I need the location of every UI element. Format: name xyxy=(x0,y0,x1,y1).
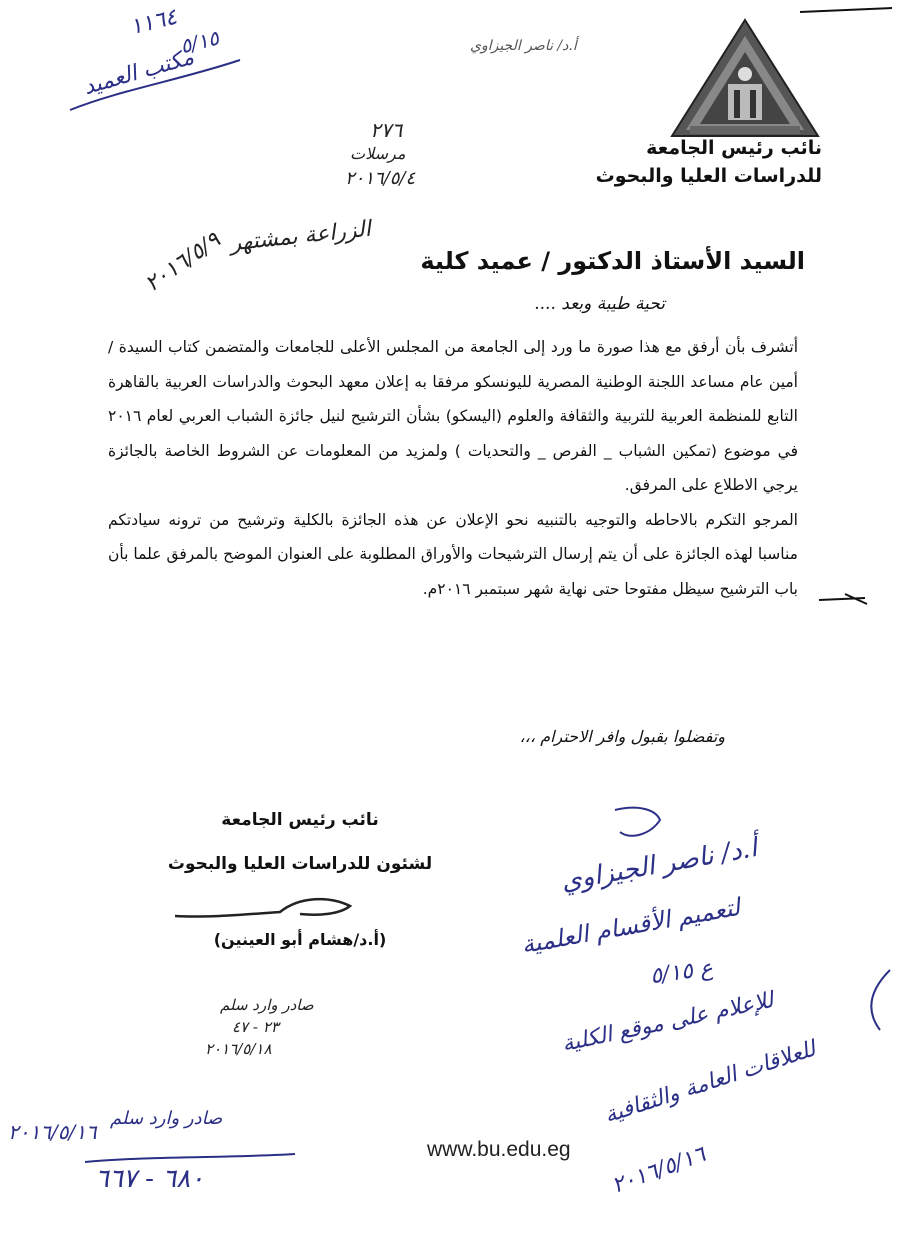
handwritten-registry-label: مرسلات xyxy=(350,144,406,163)
signature-title-line2: لشئون للدراسات العليا والبحوث xyxy=(167,854,433,874)
top-right-dash xyxy=(796,2,896,20)
letterhead-title-line1: نائب رئيس الجامعة xyxy=(646,137,822,159)
handwritten-bottom-label: صادر وارد سلم xyxy=(110,1108,223,1129)
body-paragraph-1: أتشرف بأن أرفق مع هذا صورة ما ورد إلى الجامعة من المجلس الأعلى للجامعات والمتضمن كتاب السيدة / أمين عام مساعد اللجنة الوطنية المصرية لليونسكو مرفقا به إعلان معهد البحوث والدراسات العربية بالقاهرة التابع للمنظمة العربية للتربية والثقافة والعلوم (اليسكو) بشأن الترشيح لنيل جائزة الشباب العربي لعام ٢٠١٦ في موضوع (تمكين الشباب _ الفرص _ والتحديات ) ولمزيد من المعلومات عن الشروط الخاصة بالجائزة يرجي الاطلاع على المرفق. xyxy=(108,338,798,494)
closing-line: وتفضلوا بقبول وافر الاحترام ،،، xyxy=(519,727,725,746)
addressee-line: السيد الأستاذ الدكتور / عميد كلية xyxy=(420,247,805,275)
handwritten-register-date: ٥/١٥ xyxy=(177,25,222,59)
greeting: تحية طيبة وبعد .... xyxy=(534,294,665,314)
handwritten-strokes-top-left xyxy=(60,40,250,120)
handwritten-referral-name: أ.د/ ناصر الجيزاوي xyxy=(558,833,760,897)
handwritten-referral-line4: للإعلام على موقع الكلية xyxy=(559,987,776,1058)
handwritten-bottom-numbers: ٦٨٠ - ٦٦٧ xyxy=(95,1164,205,1194)
letterhead-title-line2: للدراسات العليا والبحوث xyxy=(595,165,822,187)
footer-website: www.bu.edu.eg xyxy=(427,1138,571,1161)
handwritten-dean-office: مكتب العميد xyxy=(80,44,197,101)
handwritten-signature xyxy=(170,888,370,928)
handwritten-outgoing-label: صادر وارد سلم xyxy=(220,996,314,1014)
letter-body xyxy=(108,330,798,606)
handwritten-referral-date: ٢٠١٦/٥/١٦ xyxy=(608,1142,709,1199)
signature-title-line1: نائب رئيس الجامعة xyxy=(221,810,379,830)
letterhead-title xyxy=(596,134,822,190)
handwritten-bottom-date: ٢٠١٦/٥/١٦ xyxy=(8,1120,97,1144)
handwritten-registry-number: ٢٧٦ xyxy=(370,118,403,142)
handwritten-faculty-date: ٢٠١٦/٥/٩ xyxy=(140,227,226,298)
margin-mark xyxy=(815,590,875,610)
university-logo xyxy=(670,18,820,140)
body-paragraph-2: المرجو التكرم بالاحاطه والتوجيه بالتنبيه نحو الإعلان عن هذه الجائزة بالكلية وترشيح من ترونه سيادتكم مناسبا لهذه الجائزة على أن يتم إرسال الترشيحات والأوراق المطلوبة على العنوان الموضح بالمرفق علما بأن باب الترشيح سيظل مفتوحا حتى نهاية شهر سبتمبر ٢٠١٦م. xyxy=(108,510,798,598)
signature-title xyxy=(150,798,450,886)
handwritten-referral-line5: للعلاقات العامة والثقافية xyxy=(601,1036,819,1129)
handwritten-register-number: ١١٦٤ xyxy=(127,4,180,41)
handwritten-outgoing-number: ٢٣ - ٤٧ xyxy=(232,1018,279,1036)
handwritten-outgoing-date: ٢٠١٦/٥/١٨ xyxy=(205,1040,272,1058)
handwritten-referral-line2: لتعميم الأقسام العلمية xyxy=(519,892,743,960)
signatory-name: (أ.د/هشام أبو العينين) xyxy=(213,930,387,949)
handwritten-registry-date: ٢٠١٦/٥/٤ xyxy=(345,168,416,189)
handwritten-top-name: أ.د/ ناصر الجيزاوي xyxy=(470,38,577,54)
handwritten-side-stroke xyxy=(850,960,895,1040)
handwritten-faculty-name: الزراعة بمشتهر xyxy=(229,216,372,257)
handwritten-referral-line3: ع ٥/١٥ xyxy=(648,955,715,990)
